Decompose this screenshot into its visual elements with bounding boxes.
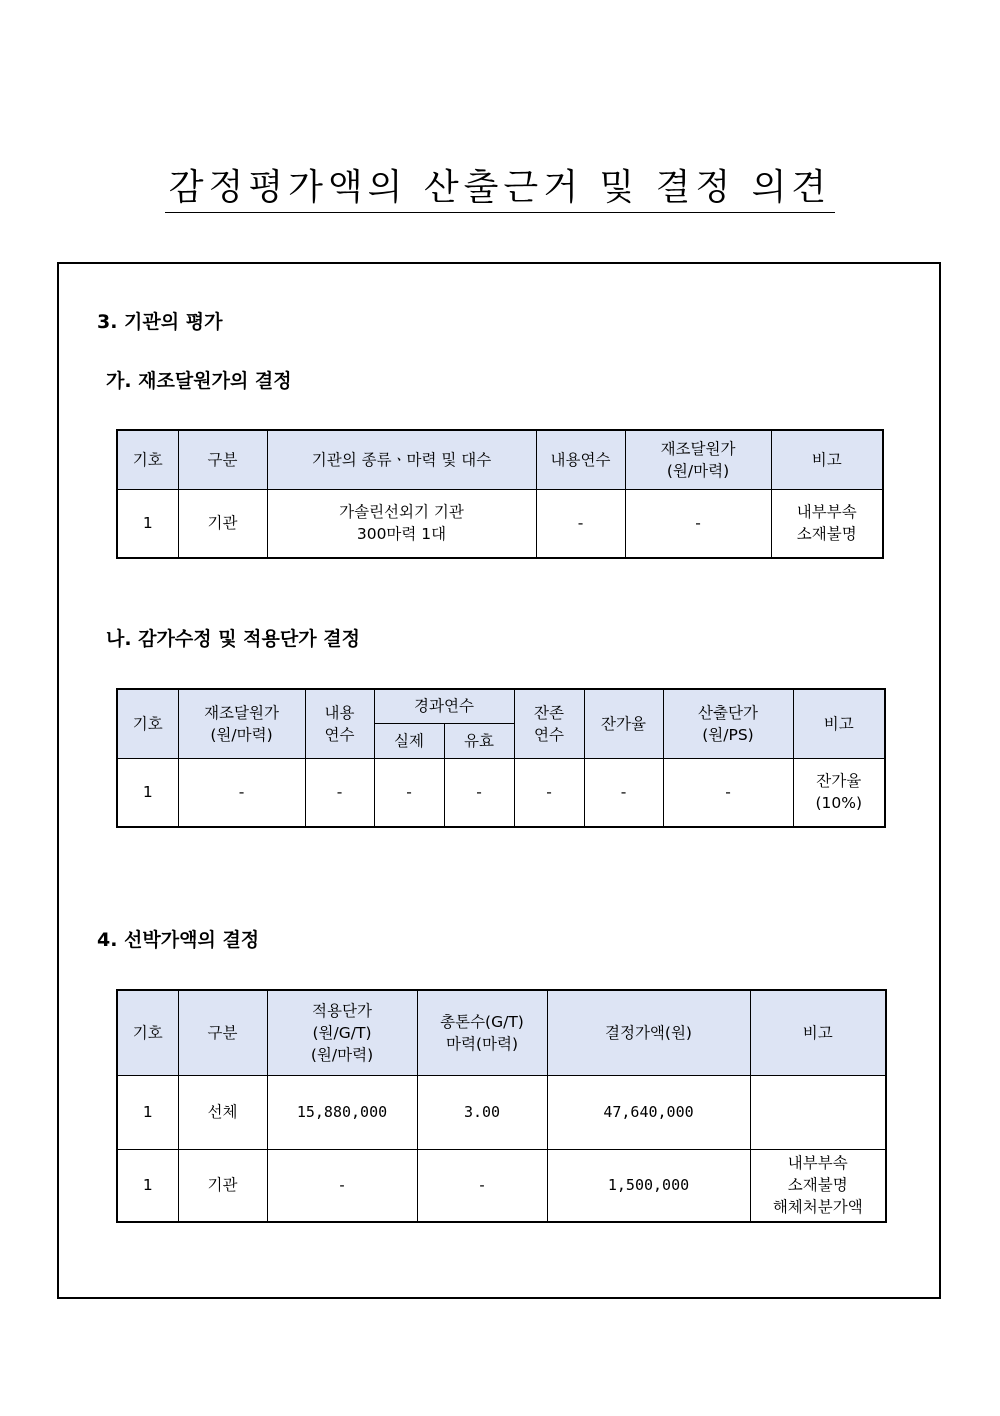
cell-remaining-years: - — [514, 758, 584, 827]
header-replacement-cost: 재조달원가 (원/마력) — [178, 689, 305, 758]
cell-category: 기관 — [178, 1149, 267, 1222]
table-row — [117, 1149, 886, 1222]
section4-heading: 4. 선박가액의 결정 — [97, 929, 260, 951]
cell-replacement-cost: - — [625, 489, 771, 558]
cell-no: 1 — [117, 758, 178, 827]
header-determined-value: 결정가액(원) — [547, 990, 750, 1075]
header-applied-unit-price: 적용단가 (원/G/T) (원/마력) — [267, 990, 417, 1075]
header-no: 기호 — [117, 689, 178, 758]
header-remarks: 비고 — [771, 430, 883, 489]
header-elapsed-years: 경과연수 — [374, 689, 514, 723]
cell-determined-value: 1,500,000 — [547, 1149, 750, 1222]
header-engine-type: 기관의 종류ㆍ마력 및 대수 — [267, 430, 536, 489]
section3-sub-b-heading: 나. 감가수정 및 적용단가 결정 — [106, 628, 360, 650]
cell-gross-tonnage: - — [417, 1149, 547, 1222]
header-no: 기호 — [117, 990, 178, 1075]
cell-no: 1 — [117, 1149, 178, 1222]
depreciation-table — [116, 688, 886, 828]
table-row — [117, 1075, 886, 1149]
header-remarks: 비고 — [750, 990, 886, 1075]
header-no: 기호 — [117, 430, 178, 489]
cell-useful-life: - — [536, 489, 625, 558]
section3-sub-a-heading: 가. 재조달원가의 결정 — [106, 370, 292, 392]
table-header-row — [117, 430, 883, 489]
cell-no: 1 — [117, 489, 178, 558]
cell-remarks: 내부부속 소재불명 해체처분가액 — [750, 1149, 886, 1222]
cell-applied-unit-price: - — [267, 1149, 417, 1222]
cell-category: 기관 — [178, 489, 267, 558]
cell-remarks — [750, 1075, 886, 1149]
header-useful-life: 내용 연수 — [305, 689, 374, 758]
cell-no: 1 — [117, 1075, 178, 1149]
cell-useful-life: - — [305, 758, 374, 827]
cell-determined-value: 47,640,000 — [547, 1075, 750, 1149]
header-unit-price: 산출단가 (원/PS) — [663, 689, 793, 758]
cell-gross-tonnage: 3.00 — [417, 1075, 547, 1149]
cell-residual-rate: - — [584, 758, 663, 827]
cell-category: 선체 — [178, 1075, 267, 1149]
cell-replacement-cost: - — [178, 758, 305, 827]
section3-heading: 3. 기관의 평가 — [97, 311, 223, 333]
header-gross-tonnage: 총톤수(G/T) 마력(마력) — [417, 990, 547, 1075]
header-remarks: 비고 — [793, 689, 885, 758]
table-header-row — [117, 990, 886, 1075]
header-category: 구분 — [178, 990, 267, 1075]
table-row — [117, 489, 883, 558]
document-title-wrap — [0, 166, 1000, 213]
table-row — [117, 758, 885, 827]
cell-remarks: 잔가율 (10%) — [793, 758, 885, 827]
cell-elapsed-effective: - — [444, 758, 514, 827]
cell-elapsed-actual: - — [374, 758, 444, 827]
cell-remarks: 내부부속 소재불명 — [771, 489, 883, 558]
cell-applied-unit-price: 15,880,000 — [267, 1075, 417, 1149]
header-replacement-cost: 재조달원가 (원/마력) — [625, 430, 771, 489]
cell-unit-price: - — [663, 758, 793, 827]
header-useful-life: 내용연수 — [536, 430, 625, 489]
replacement-cost-table — [116, 429, 884, 559]
header-elapsed-actual: 실제 — [374, 723, 444, 758]
document-title: 감정평가액의 산출근거 및 결정 의견 — [165, 166, 835, 213]
header-residual-rate: 잔가율 — [584, 689, 663, 758]
vessel-value-table — [116, 989, 887, 1223]
cell-engine-type: 가솔린선외기 기관 300마력 1대 — [267, 489, 536, 558]
header-remaining-years: 잔존 연수 — [514, 689, 584, 758]
table-header-row — [117, 689, 885, 723]
header-elapsed-effective: 유효 — [444, 723, 514, 758]
header-category: 구분 — [178, 430, 267, 489]
